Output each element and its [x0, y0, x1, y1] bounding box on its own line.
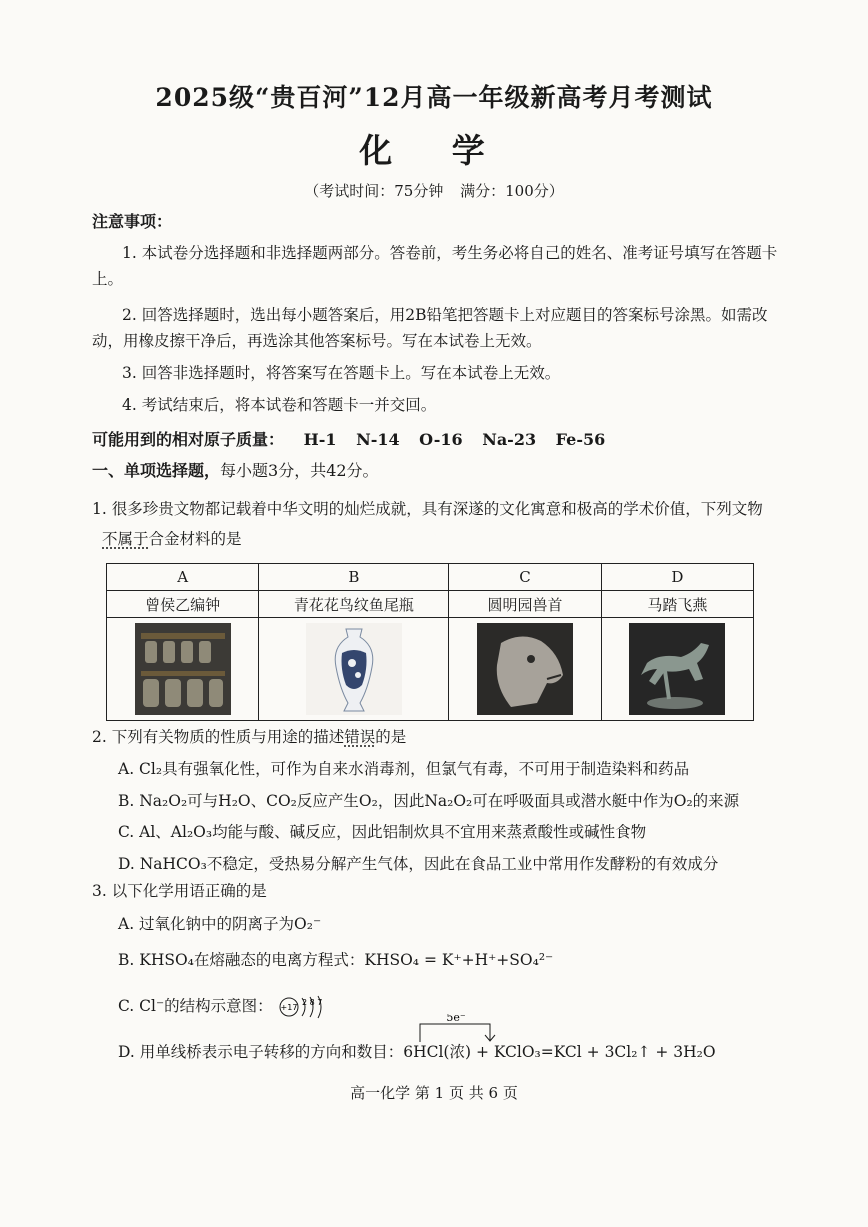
exam-time: （考试时间：75分钟 — [304, 182, 444, 200]
q3-stem: 3. 以下化学用语正确的是 — [92, 882, 267, 900]
relic-name-a: 曾侯乙编钟 — [107, 591, 259, 618]
relic-name-c: 圆明园兽首 — [449, 591, 601, 618]
section-desc: 每小题3分，共42分。 — [220, 461, 379, 480]
electron-bridge-icon — [412, 1014, 512, 1044]
q3-option-a: A. 过氧化钠中的阴离子为O₂⁻ — [118, 915, 322, 933]
table-header-row — [107, 564, 754, 591]
bronze-head-image — [477, 623, 573, 715]
bronze-bells-image — [135, 623, 231, 715]
q2-stem: 2. 下列有关物质的性质与用途的描述 — [92, 728, 345, 746]
question-2 — [92, 728, 782, 747]
q3-option-c-text: C. Cl⁻的结构示意图： — [118, 997, 273, 1015]
relic-name-b: 青花花鸟纹鱼尾瓶 — [259, 591, 449, 618]
q2-option-a: A. Cl₂具有强氧化性，可作为自来水消毒剂，但氯气有毒，不可用于制造染料和药品 — [118, 760, 690, 778]
mass-o: O-16 — [419, 430, 463, 449]
masses-label: 可能用到的相对原子质量： — [92, 430, 285, 449]
mass-fe: Fe-56 — [555, 430, 606, 449]
exam-meta — [0, 180, 868, 201]
notice-heading: 注意事项： — [92, 212, 173, 231]
question-1 — [92, 494, 782, 554]
q2-option-c: C. Al、Al₂O₃均能与酸、碱反应，因此铝制炊具不宜用来蒸煮酸性或碱性食物 — [118, 823, 647, 841]
q1-stem-line2 — [92, 524, 782, 554]
electron-transfer-label: 5e⁻ — [446, 1014, 466, 1024]
mass-h: H-1 — [303, 430, 337, 449]
q2-emphasis: 错误 — [344, 728, 376, 746]
table-image-row — [107, 618, 754, 721]
q2-option-b: B. Na₂O₂可与H₂O、CO₂反应产生O₂，因此Na₂O₂可在呼吸面具或潜水艇中作为O₂的来源 — [118, 792, 740, 810]
notice-item-2: 2. 回答选择题时，选出每小题答案后，用2B铅笔把答题卡上对应题目的答案标号涂黑。如需改动，用橡皮擦干净后，再选涂其他答案标号。写在本试卷上无效。 — [92, 306, 768, 350]
section-title: 一、单项选择题， — [92, 461, 221, 480]
electron-shells: 2 8 7 — [301, 998, 322, 1007]
table-header-a: A — [107, 564, 259, 591]
page-footer: 高一化学 第 1 页 共 6 页 — [350, 1084, 518, 1102]
nucleus-charge: +17 — [280, 1003, 298, 1012]
q1-emphasis: 不属于 — [102, 530, 149, 548]
chloride-structure-icon — [278, 995, 338, 1019]
notice-item-3: 3. 回答非选择题时，将答案写在答题卡上。写在本试卷上无效。 — [122, 364, 561, 382]
table-header-c: C — [449, 564, 601, 591]
notice-item-4: 4. 考试结束后，将本试卷和答题卡一并交回。 — [122, 396, 437, 414]
mass-n: N-14 — [356, 430, 400, 449]
q2-stem-tail: 的是 — [375, 728, 407, 746]
q1-stem-tail: 合金材料的是 — [148, 530, 242, 548]
atomic-masses — [92, 430, 782, 449]
exam-title: 2025级“贵百河”12月高一年级新高考月考测试 — [155, 83, 713, 112]
exam-score: 满分：100分） — [460, 182, 564, 200]
table-header-b: B — [259, 564, 449, 591]
relics-table — [106, 563, 754, 721]
flying-horse-image — [629, 623, 725, 715]
table-header-d: D — [601, 564, 753, 591]
relic-name-d: 马踏飞燕 — [601, 591, 753, 618]
notice-item-1: 1. 本试卷分选择题和非选择题两部分。答卷前，考生务必将自己的姓名、准考证号填写在答题卡上。 — [92, 244, 778, 288]
mass-na: Na-23 — [482, 430, 537, 449]
q2-option-d: D. NaHCO₃不稳定，受热易分解产生气体，因此在食品工业中常用作发酵粉的有效成分 — [118, 855, 719, 873]
q3-option-d: D. 用单线桥表示电子转移的方向和数目：6HCl(浓) + KClO₃=KCl + 3Cl₂↑ + 3H₂O — [118, 1043, 716, 1061]
q1-stem-line1: 1. 很多珍贵文物都记载着中华文明的灿烂成就，具有深遂的文化寓意和极高的学术价值，下列文物 — [92, 500, 763, 518]
subject-title: 化 学 — [359, 131, 509, 170]
blue-white-vase-image — [306, 623, 402, 715]
q3-option-b: B. KHSO₄在熔融态的电离方程式：KHSO₄ = K⁺+H⁺+SO₄²⁻ — [118, 951, 554, 969]
section-heading — [92, 461, 782, 480]
table-name-row — [107, 591, 754, 618]
